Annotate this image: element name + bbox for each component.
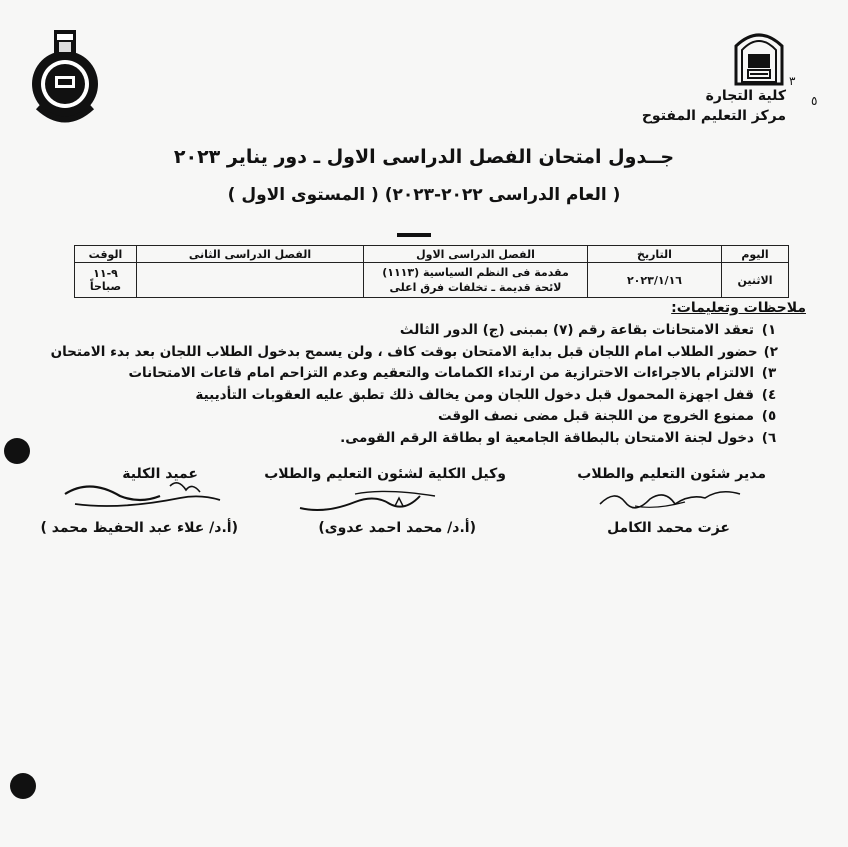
note-text: قفل اجهزة المحمول قبل دخول اللجان ومن يخالف ذلك تطبق عليه العقوبات التأديبية: [195, 386, 754, 403]
document-title: جــدول امتحان الفصل الدراسى الاول ـ دور يناير ٢٠٢٣: [173, 146, 675, 168]
manager-signature: [595, 484, 745, 518]
dean-name: (أ.د/ علاء عبد الحفيظ محمد ): [40, 520, 238, 536]
document-subtitle: ( العام الدراسى ٢٠٢٢-٢٠٢٣) ( المستوى الاول ): [227, 185, 621, 205]
dean-signature: [60, 474, 230, 518]
exam-schedule-table: [74, 245, 789, 298]
center-name: مركز التعليم المفتوح: [641, 108, 786, 124]
vice-dean-signature: [295, 484, 445, 522]
note-text: حضور الطلاب امام اللجان قبل بداية الامتحان بوقت كاف ، ولن يسمح بدخول الطلاب اللجان بعد بدء الامتحان: [50, 343, 758, 360]
list-item: [78, 385, 778, 407]
cell-time: ٩-١١ صباحاً: [75, 263, 137, 298]
title-underline-divider: [397, 233, 431, 237]
manager-name: عزت محمد الكامل: [607, 520, 730, 536]
note-text: ممنوع الخروج من اللجنة قبل مضى نصف الوقت: [437, 408, 754, 424]
list-item: [78, 363, 778, 385]
note-number: ٥): [761, 408, 777, 424]
dean-title: عميد الكلية: [122, 466, 198, 482]
hole-punch-mark: [10, 773, 36, 799]
manager-title: مدير شئون التعليم والطلاب: [577, 466, 766, 482]
margin-mark: ٥: [811, 94, 818, 108]
faculty-emblem-logo: [730, 26, 788, 86]
cell-day: الاثنين: [722, 263, 789, 298]
note-number: ٤): [761, 386, 777, 403]
hole-punch-mark: [4, 438, 30, 464]
university-seal-logo: [30, 12, 100, 132]
note-number: ٦): [761, 429, 777, 446]
note-number: ٢): [763, 343, 778, 360]
faculty-header: [642, 86, 786, 126]
note-number: ٣): [761, 365, 777, 381]
cell-date: ٢٠٢٣/١/١٦: [588, 263, 722, 298]
header-term1: الفصل الدراسى الاول: [364, 246, 588, 263]
notes-heading: ملاحظات وتعليمات:: [671, 300, 806, 316]
table-header-row: [75, 246, 789, 263]
course-note: لائحة قديمة ـ تخلفات فرق اعلى: [389, 281, 562, 294]
header-term2: الفصل الدراسى الثانى: [137, 246, 364, 263]
cell-term1: [364, 263, 588, 298]
list-item: [50, 342, 778, 364]
notes-list: [50, 320, 778, 449]
note-text: دخول لجنة الامتحان بالبطاقة الجامعية او بطاقة الرقم القومى.: [340, 429, 754, 446]
vice-dean-title: وكيل الكلية لشئون التعليم والطلاب: [264, 466, 506, 482]
cell-term2: [137, 263, 364, 298]
note-text: تعقد الامتحانات بقاعة رقم (٧) بمبنى (ج) الدور الثالث: [399, 322, 754, 338]
table-row: [75, 263, 789, 298]
header-date: التاريخ: [588, 246, 722, 263]
header-time: الوقت: [75, 246, 137, 263]
list-item: [78, 320, 778, 342]
list-item: [78, 428, 778, 450]
vice-dean-name: (أ.د/ محمد احمد عدوى): [318, 520, 476, 536]
course-name: مقدمة فى النظم السياسية (١١١٣): [382, 266, 569, 279]
margin-mark: ٣: [789, 74, 796, 88]
list-item: [78, 406, 778, 428]
note-text: الالتزام بالاجراءات الاحترازية من ارتداء الكمامات والتعقيم وعدم التزاحم امام قاعات الامتحانات: [128, 365, 754, 381]
faculty-name: كلية التجارة: [705, 88, 786, 104]
header-day: اليوم: [722, 246, 789, 263]
note-number: ١): [761, 322, 777, 338]
